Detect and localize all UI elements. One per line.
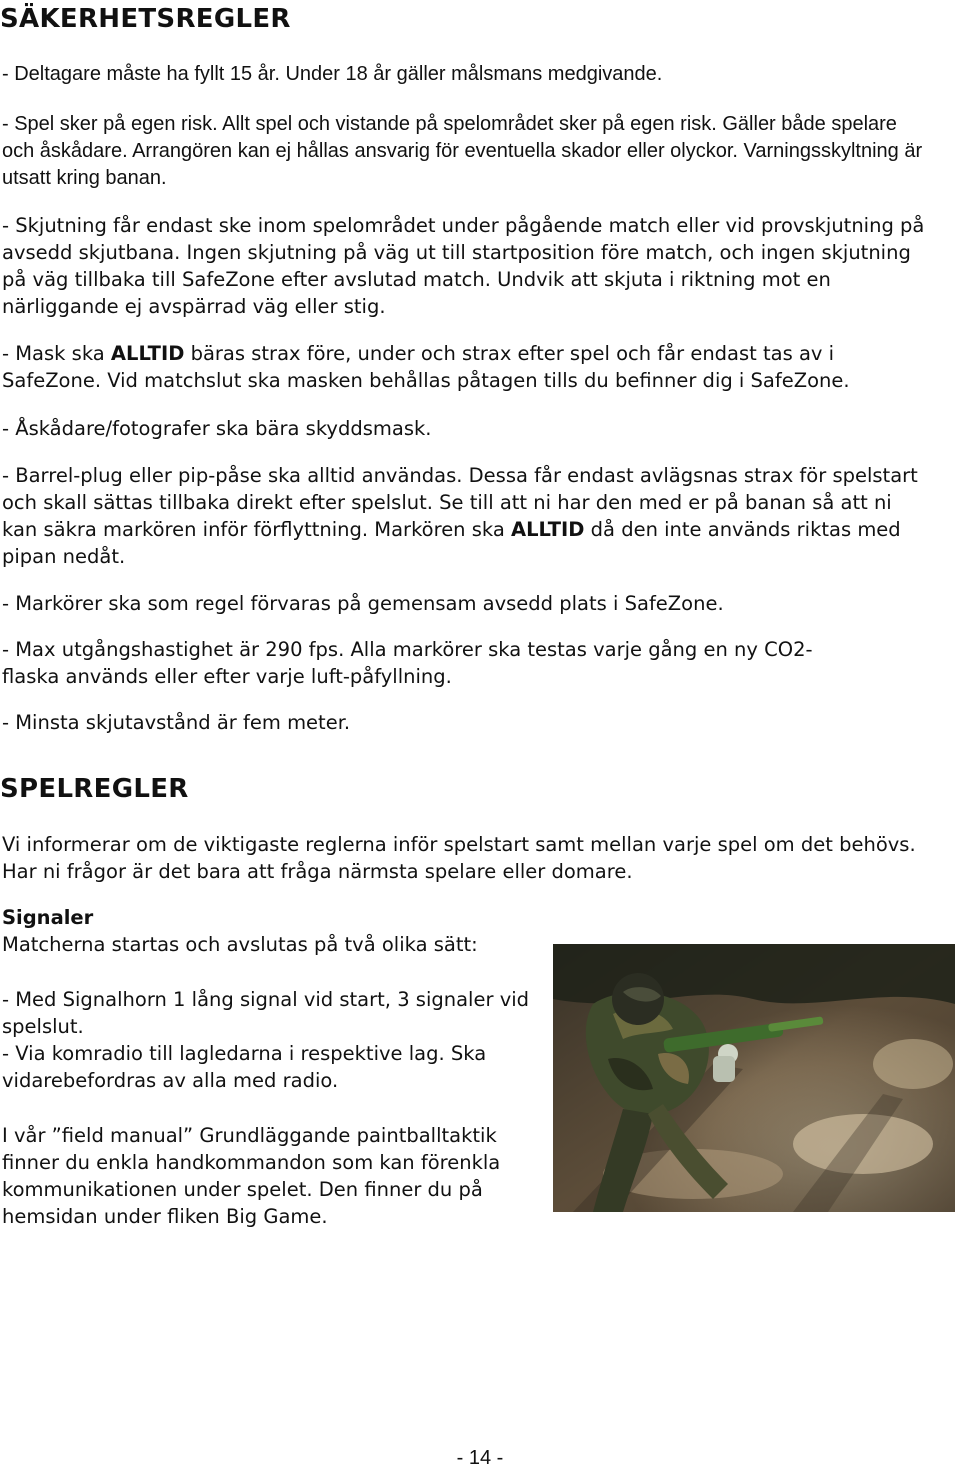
barrel-rule-emphasis: ALLTID [511,518,585,541]
page-number: - 14 - [456,1447,504,1469]
paintball-player-photo [553,944,955,1212]
game-heading: SPELREGLER [0,774,189,804]
field-manual-note: I vår ”field manual” Grundläggande paintballtaktik finner du enkla handkommandon som kan förenkla kommunikationen under spelet. Den finner du på hemsidan under fliken Big Game. [2,1124,501,1228]
safety-rule-barrel [2,462,932,570]
safety-rule-age: - Deltagare måste ha fyllt 15 år. Under 18 år gäller målsmans medgivande. [2,63,663,85]
signal-radio: - Via komradio till lagledarna i respektive lag. Ska vidarebefordras av alla med radio. [2,1042,487,1092]
barrel-rule-text-end: då den inte används riktas med pipan nedåt. [2,518,901,568]
safety-heading: SÄKERHETSREGLER [0,4,291,34]
safety-rule-storage: - Markörer ska som regel förvaras på gemensam avsedd plats i SafeZone. [2,592,724,615]
safety-rule-spectators: - Åskådare/fotografer ska bära skyddsmask. [2,417,432,440]
mask-rule-text-start: - Mask ska [2,342,111,365]
signals-title: Signaler [2,906,94,929]
safety-rule-mask [2,340,932,394]
safety-rule-velocity: - Max utgångshastighet är 290 fps. Alla markörer ska testas varje gång en ny CO2-flaska används eller efter varje luft-påfyllning. [2,638,813,688]
safety-rule-shooting: - Skjutning får endast ske inom spelområdet under pågående match eller vid provskjutning på avsedd skjutbana. Ingen skjutning på väg ut till startposition före match, och ingen skjutning på väg tillbaka till SafeZone efter avslutad match. Undvik att skjuta i riktning mot en närliggande ej avspärrad väg eller stig. [2,214,925,318]
safety-rule-risk: - Spel sker på egen risk. Allt spel och vistande på spelområdet sker på egen risk. Gäller både spelare och åskådare. Arrangören kan ej hållas ansvarig för eventuella skador eller olyckor. Varningsskyltning är utsatt kring banan. [2,113,923,189]
barrel-rule-text-start: - Barrel-plug eller pip-påse ska alltid användas. Dessa får endast avlägsnas strax för spelstart och skall sättas tillbaka direkt efter spelslut. Se till att ni har den med er på banan så att ni kan säkra markören inför förflyttning. Markören ska [2,464,918,541]
mask-rule-emphasis: ALLTID [110,342,185,365]
safety-rule-distance: - Minsta skjutavstånd är fem meter. [2,711,351,734]
game-intro: Vi informerar om de viktigaste reglerna inför spelstart samt mellan varje spel om det behövs. Har ni frågor är det bara att fråga närmsta spelare eller domare. [2,833,916,883]
signals-intro: Matcherna startas och avslutas på två olika sätt: [2,933,478,956]
signal-horn: - Med Signalhorn 1 lång signal vid start, 3 signaler vid spelslut. [2,988,530,1038]
mask-rule-text-end: bäras strax före, under och strax efter spel och får endast tas av i SafeZone. Vid matchslut ska masken behållas påtagen tills du befinner dig i SafeZone. [2,342,850,392]
